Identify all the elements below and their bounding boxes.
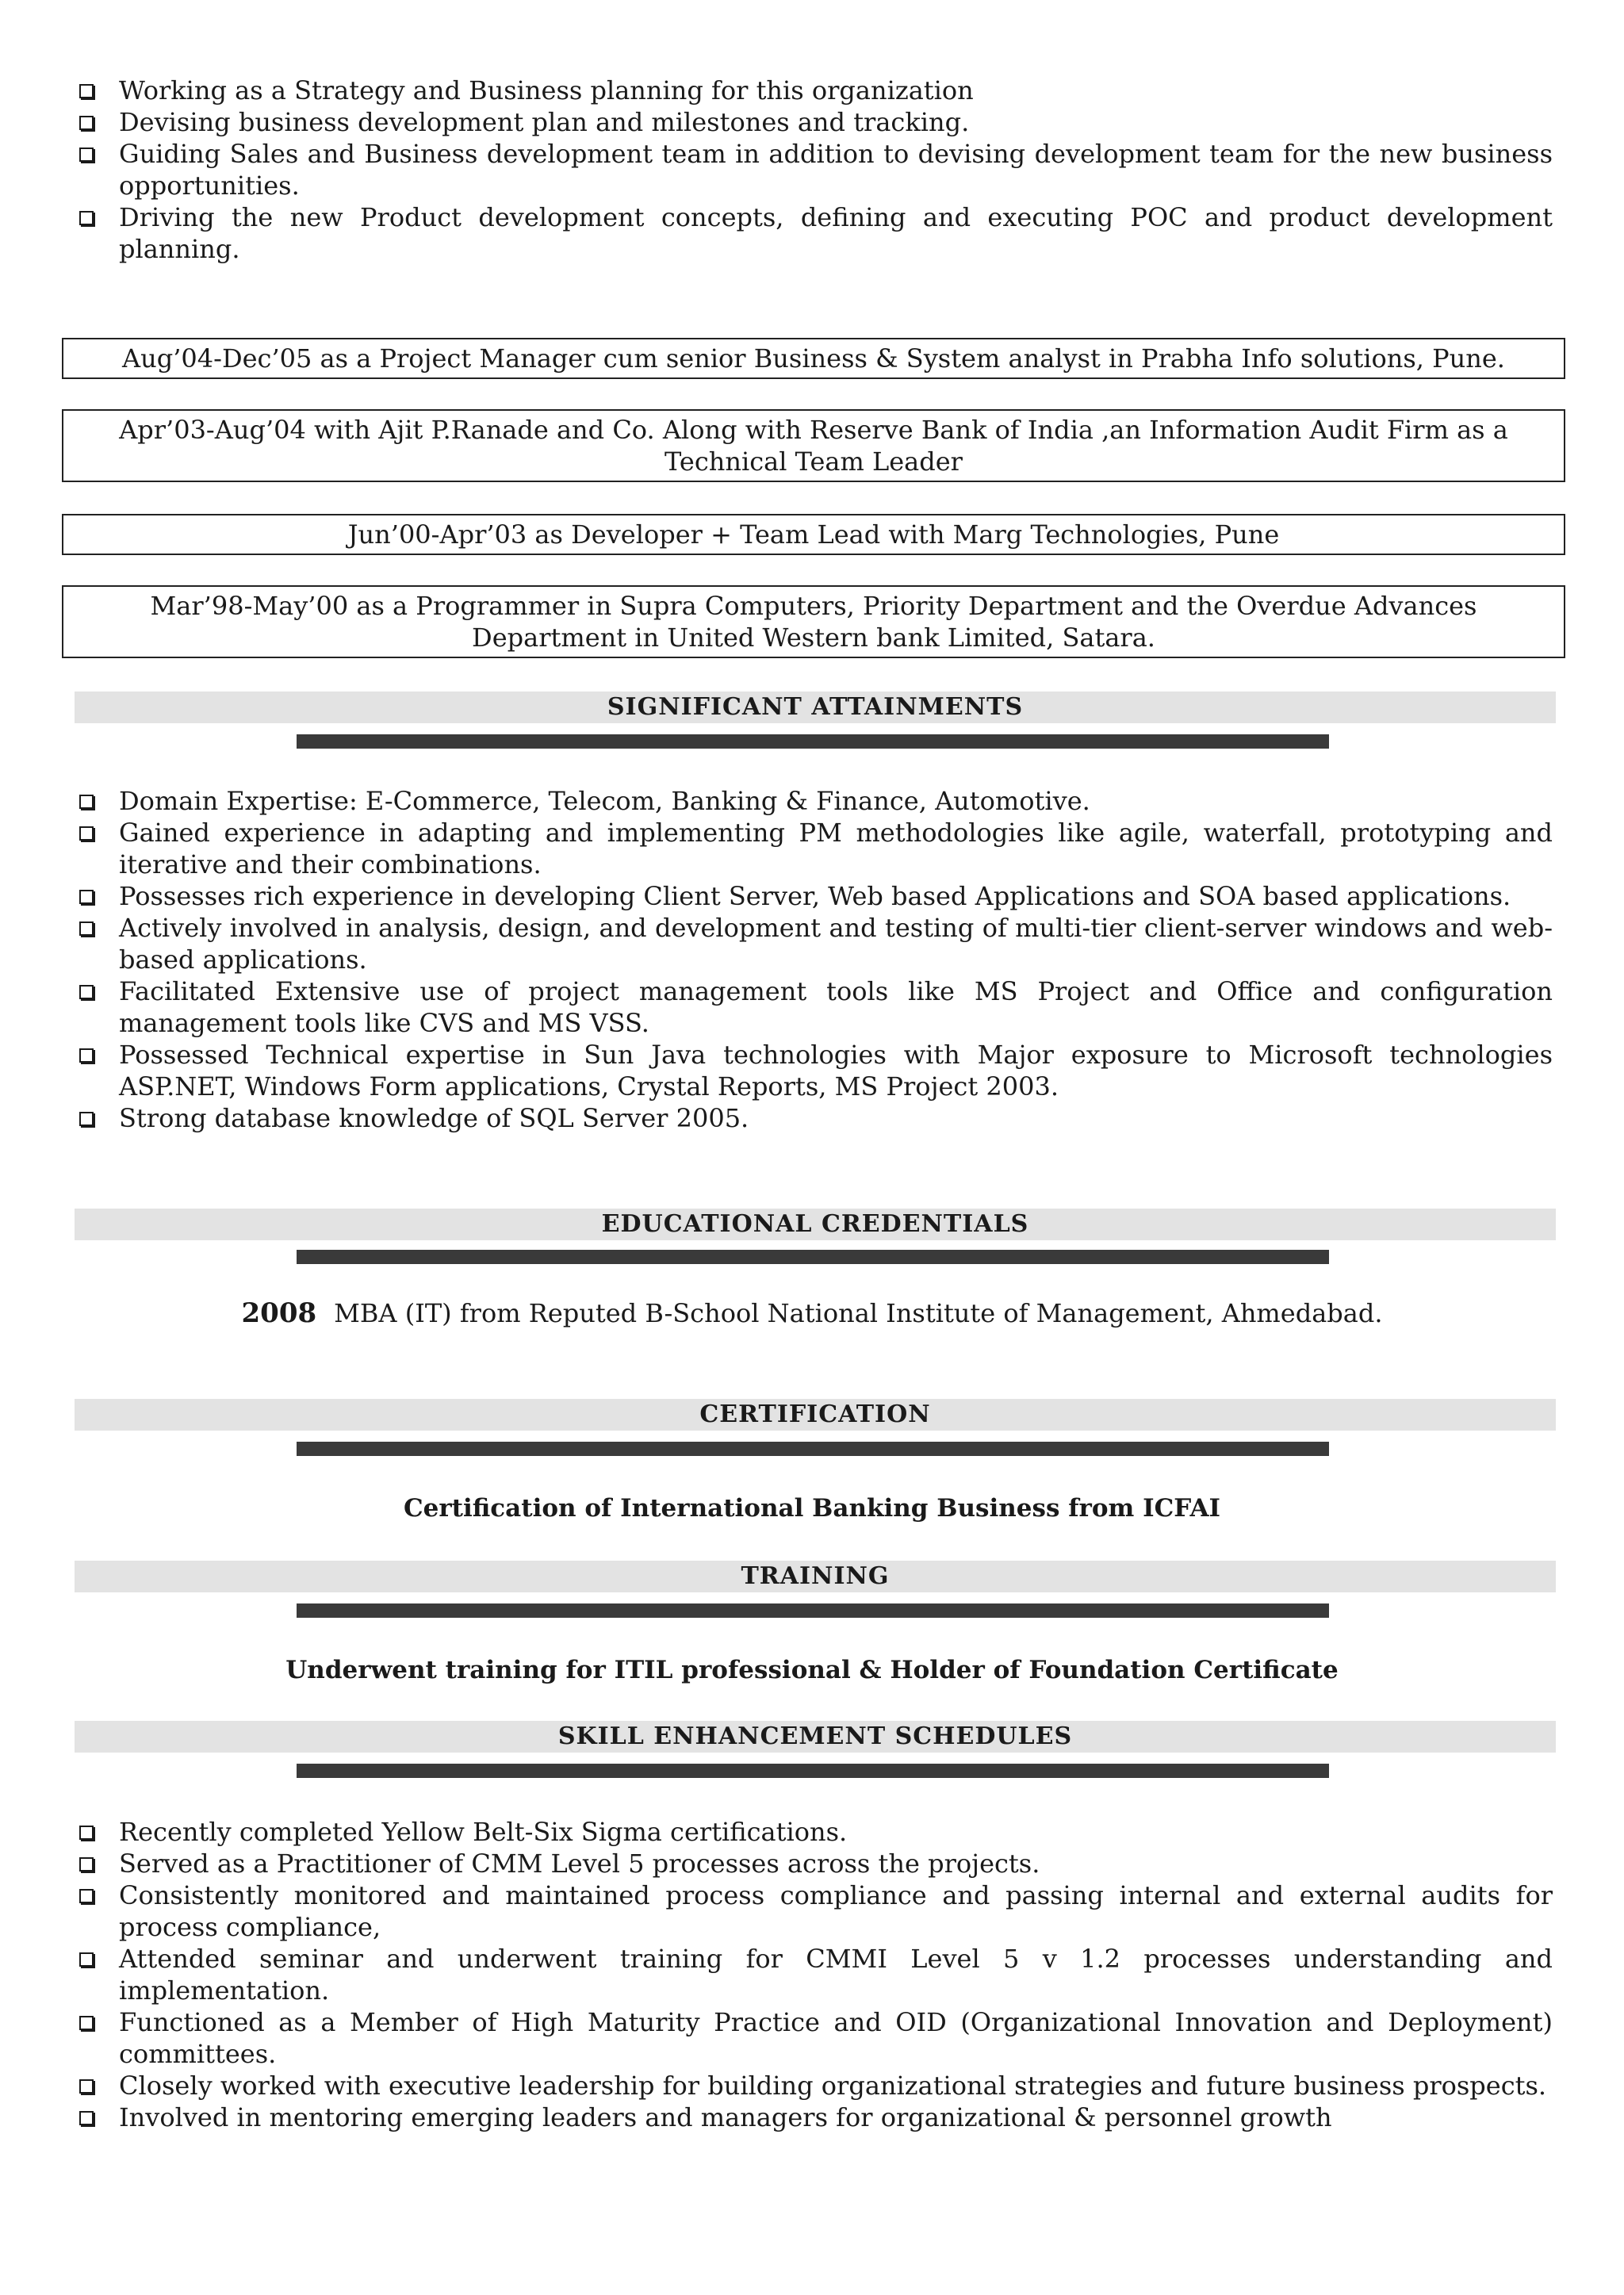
checkbox-bullet-icon [79, 890, 94, 904]
job-entry-ranade [62, 409, 1565, 482]
checkbox-bullet-icon [79, 1826, 94, 1840]
list-item-text: Gained experience in adapting and implementing PM methodologies like agile, waterfall, prototyping and iterative and their combinations. [119, 818, 1553, 879]
attainments-list [79, 785, 1553, 1134]
list-item [79, 975, 1553, 1039]
list-item-text: Actively involved in analysis, design, and development and testing of multi-tier client-server windows and web-based applications. [119, 913, 1553, 975]
list-item-text: Domain Expertise: E-Commerce, Telecom, Banking & Finance, Automotive. [119, 786, 1090, 816]
section-divider [297, 1603, 1329, 1618]
list-item-text: Devising business development plan and milestones and tracking. [119, 107, 970, 137]
training-text: Underwent training for ITIL professional & Holder of Foundation Certificate [285, 1656, 1339, 1684]
job-entry-marg [62, 514, 1565, 555]
list-item [79, 1102, 1553, 1134]
skills-list [79, 1816, 1553, 2133]
list-item [79, 912, 1553, 975]
section-divider [297, 1442, 1329, 1456]
checkbox-bullet-icon [79, 1048, 94, 1063]
checkbox-bullet-icon [79, 826, 94, 841]
certification-text: Certification of International Banking Business from ICFAI [403, 1494, 1221, 1523]
list-item-text: Possesses rich experience in developing Client Server, Web based Applications and SOA based applications. [119, 881, 1511, 911]
section-title-skills: SKILL ENHANCEMENT SCHEDULES [75, 1721, 1556, 1753]
list-item-text: Facilitated Extensive use of project management tools like MS Project and Office and configuration management tools like CVS and MS VSS. [119, 976, 1553, 1038]
education-text: MBA (IT) from Reputed B-School National Institute of Management, Ahmedabad. [334, 1298, 1383, 1328]
list-item-text: Consistently monitored and maintained process compliance and passing internal and external audits for process compliance, [119, 1880, 1553, 1942]
list-item [79, 75, 1553, 106]
job-text: Apr’03-Aug’04 with Ajit P.Ranade and Co. Along with Reserve Bank of India ,an Information Audit Firm as a Technical Team Leader [119, 415, 1508, 477]
section-divider [297, 1764, 1329, 1778]
list-item [79, 106, 1553, 138]
checkbox-bullet-icon [79, 2079, 94, 2094]
list-item [79, 1848, 1553, 1879]
list-item [79, 2006, 1553, 2070]
education-year: 2008 [241, 1297, 317, 1329]
checkbox-bullet-icon [79, 2111, 94, 2125]
section-title-attainments: SIGNIFICANT ATTAINMENTS [75, 692, 1556, 723]
checkbox-bullet-icon [79, 1889, 94, 1903]
checkbox-bullet-icon [79, 116, 94, 130]
list-item-text: Guiding Sales and Business development team in addition to devising development team for the new business opportunities. [119, 139, 1553, 201]
section-title-education: EDUCATIONAL CREDENTIALS [75, 1209, 1556, 1240]
section-divider [297, 734, 1329, 749]
list-item [79, 1039, 1553, 1102]
list-item [79, 2102, 1553, 2133]
list-item [79, 880, 1553, 912]
list-item-text: Served as a Practitioner of CMM Level 5 processes across the projects. [119, 1849, 1040, 1879]
section-title-training: TRAINING [75, 1561, 1556, 1592]
checkbox-bullet-icon [79, 2016, 94, 2030]
job-text: Aug’04-Dec’05 as a Project Manager cum senior Business & System analyst in Prabha Info solutions, Pune. [122, 343, 1505, 374]
list-item [79, 1879, 1553, 1943]
job-entry-supra [62, 585, 1565, 658]
checkbox-bullet-icon [79, 84, 94, 98]
education-entry [0, 1296, 1624, 1331]
list-item [79, 785, 1553, 817]
checkbox-bullet-icon [79, 921, 94, 936]
list-item [79, 1943, 1553, 2006]
checkbox-bullet-icon [79, 1952, 94, 1967]
job-text: Mar’98-May’00 as a Programmer in Supra Computers, Priority Department and the Overdue Advances Department in United Western bank Limited, Satara. [150, 591, 1477, 653]
job-text: Jun’00-Apr’03 as Developer + Team Lead with Marg Technologies, Pune [347, 519, 1280, 550]
section-divider [297, 1250, 1329, 1264]
checkbox-bullet-icon [79, 1857, 94, 1872]
list-item-text: Possessed Technical expertise in Sun Java technologies with Major exposure to Microsoft technologies ASP.NET, Windows Form applications, Crystal Reports, MS Project 2003. [119, 1040, 1553, 1102]
job-entry-prabha [62, 338, 1565, 379]
list-item [79, 1816, 1553, 1848]
list-item-text: Recently completed Yellow Belt-Six Sigma certifications. [119, 1817, 848, 1847]
list-item-text: Functioned as a Member of High Maturity Practice and OID (Organizational Innovation and Deployment) committees. [119, 2007, 1553, 2069]
list-item-text: Driving the new Product development concepts, defining and executing POC and product development planning. [119, 202, 1553, 264]
list-item [79, 2070, 1553, 2102]
list-item-text: Closely worked with executive leadership for building organizational strategies and future business prospects. [119, 2071, 1547, 2101]
checkbox-bullet-icon [79, 211, 94, 225]
checkbox-bullet-icon [79, 985, 94, 999]
list-item [79, 201, 1553, 265]
responsibilities-list [79, 75, 1553, 265]
list-item-text: Involved in mentoring emerging leaders and managers for organizational & personnel growth [119, 2102, 1332, 2132]
list-item-text: Working as a Strategy and Business planning for this organization [119, 75, 974, 105]
checkbox-bullet-icon [79, 795, 94, 809]
list-item [79, 138, 1553, 201]
list-item-text: Attended seminar and underwent training for CMMI Level 5 v 1.2 processes understanding and implementation. [119, 1944, 1553, 2006]
list-item-text: Strong database knowledge of SQL Server 2005. [119, 1103, 749, 1133]
checkbox-bullet-icon [79, 1112, 94, 1126]
section-title-certification: CERTIFICATION [75, 1399, 1556, 1431]
checkbox-bullet-icon [79, 148, 94, 162]
list-item [79, 817, 1553, 880]
